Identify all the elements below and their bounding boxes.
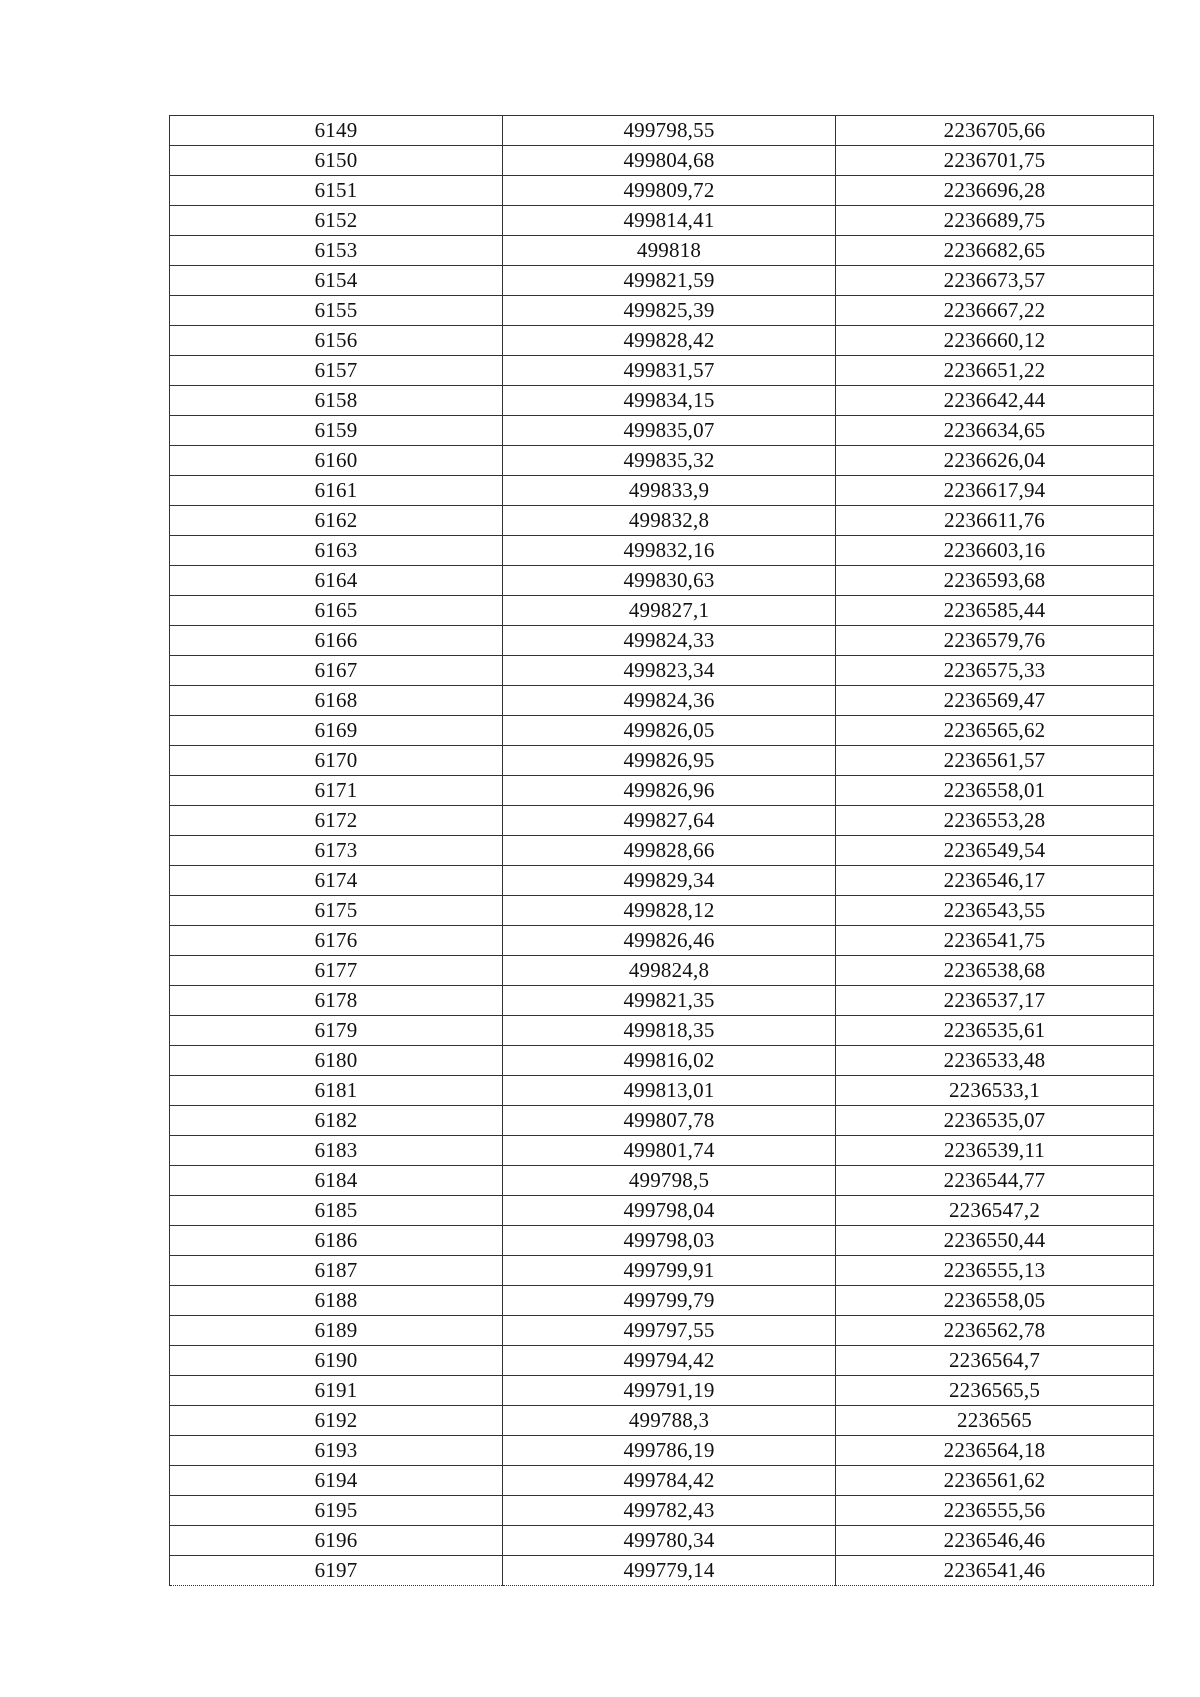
table-row bbox=[170, 1016, 1154, 1046]
y-coordinate-cell: 2236550,44 bbox=[836, 1226, 1154, 1256]
x-coordinate-cell: 499782,43 bbox=[503, 1496, 836, 1526]
x-coordinate-cell: 499818 bbox=[503, 236, 836, 266]
y-coordinate-cell: 2236564,7 bbox=[836, 1346, 1154, 1376]
y-coordinate-cell: 2236626,04 bbox=[836, 446, 1154, 476]
point-number-cell: 6177 bbox=[170, 956, 503, 986]
point-number-cell: 6154 bbox=[170, 266, 503, 296]
y-coordinate-cell: 2236689,75 bbox=[836, 206, 1154, 236]
y-coordinate-cell: 2236539,11 bbox=[836, 1136, 1154, 1166]
point-number-cell: 6151 bbox=[170, 176, 503, 206]
table-row bbox=[170, 446, 1154, 476]
x-coordinate-cell: 499804,68 bbox=[503, 146, 836, 176]
y-coordinate-cell: 2236585,44 bbox=[836, 596, 1154, 626]
y-coordinate-cell: 2236564,18 bbox=[836, 1436, 1154, 1466]
y-coordinate-cell: 2236561,57 bbox=[836, 746, 1154, 776]
x-coordinate-cell: 499797,55 bbox=[503, 1316, 836, 1346]
table-row bbox=[170, 146, 1154, 176]
y-coordinate-cell: 2236696,28 bbox=[836, 176, 1154, 206]
table-row bbox=[170, 686, 1154, 716]
point-number-cell: 6152 bbox=[170, 206, 503, 236]
point-number-cell: 6183 bbox=[170, 1136, 503, 1166]
table-row bbox=[170, 656, 1154, 686]
point-number-cell: 6175 bbox=[170, 896, 503, 926]
x-coordinate-cell: 499798,04 bbox=[503, 1196, 836, 1226]
point-number-cell: 6195 bbox=[170, 1496, 503, 1526]
y-coordinate-cell: 2236544,77 bbox=[836, 1166, 1154, 1196]
table-row bbox=[170, 1496, 1154, 1526]
x-coordinate-cell: 499824,33 bbox=[503, 626, 836, 656]
x-coordinate-cell: 499827,64 bbox=[503, 806, 836, 836]
point-number-cell: 6153 bbox=[170, 236, 503, 266]
table-row bbox=[170, 116, 1154, 146]
y-coordinate-cell: 2236549,54 bbox=[836, 836, 1154, 866]
x-coordinate-cell: 499801,74 bbox=[503, 1136, 836, 1166]
coordinates-table bbox=[169, 115, 1154, 1586]
y-coordinate-cell: 2236541,75 bbox=[836, 926, 1154, 956]
x-coordinate-cell: 499828,66 bbox=[503, 836, 836, 866]
point-number-cell: 6174 bbox=[170, 866, 503, 896]
point-number-cell: 6160 bbox=[170, 446, 503, 476]
point-number-cell: 6185 bbox=[170, 1196, 503, 1226]
y-coordinate-cell: 2236642,44 bbox=[836, 386, 1154, 416]
point-number-cell: 6191 bbox=[170, 1376, 503, 1406]
table-row bbox=[170, 356, 1154, 386]
x-coordinate-cell: 499779,14 bbox=[503, 1556, 836, 1586]
y-coordinate-cell: 2236546,17 bbox=[836, 866, 1154, 896]
table-row bbox=[170, 1346, 1154, 1376]
table-row bbox=[170, 506, 1154, 536]
x-coordinate-cell: 499830,63 bbox=[503, 566, 836, 596]
table-row bbox=[170, 1376, 1154, 1406]
table-row bbox=[170, 1256, 1154, 1286]
table-row bbox=[170, 176, 1154, 206]
point-number-cell: 6192 bbox=[170, 1406, 503, 1436]
point-number-cell: 6164 bbox=[170, 566, 503, 596]
table-row bbox=[170, 536, 1154, 566]
table-row bbox=[170, 206, 1154, 236]
point-number-cell: 6182 bbox=[170, 1106, 503, 1136]
x-coordinate-cell: 499799,91 bbox=[503, 1256, 836, 1286]
y-coordinate-cell: 2236558,05 bbox=[836, 1286, 1154, 1316]
x-coordinate-cell: 499791,19 bbox=[503, 1376, 836, 1406]
point-number-cell: 6155 bbox=[170, 296, 503, 326]
coordinates-table-body bbox=[170, 116, 1154, 1586]
x-coordinate-cell: 499831,57 bbox=[503, 356, 836, 386]
point-number-cell: 6180 bbox=[170, 1046, 503, 1076]
x-coordinate-cell: 499824,36 bbox=[503, 686, 836, 716]
table-row bbox=[170, 1406, 1154, 1436]
table-row bbox=[170, 1526, 1154, 1556]
point-number-cell: 6171 bbox=[170, 776, 503, 806]
table-row bbox=[170, 1076, 1154, 1106]
table-row bbox=[170, 986, 1154, 1016]
y-coordinate-cell: 2236541,46 bbox=[836, 1556, 1154, 1586]
point-number-cell: 6158 bbox=[170, 386, 503, 416]
y-coordinate-cell: 2236667,22 bbox=[836, 296, 1154, 326]
point-number-cell: 6156 bbox=[170, 326, 503, 356]
point-number-cell: 6172 bbox=[170, 806, 503, 836]
x-coordinate-cell: 499835,07 bbox=[503, 416, 836, 446]
x-coordinate-cell: 499834,15 bbox=[503, 386, 836, 416]
point-number-cell: 6194 bbox=[170, 1466, 503, 1496]
y-coordinate-cell: 2236565,62 bbox=[836, 716, 1154, 746]
x-coordinate-cell: 499784,42 bbox=[503, 1466, 836, 1496]
y-coordinate-cell: 2236565 bbox=[836, 1406, 1154, 1436]
y-coordinate-cell: 2236553,28 bbox=[836, 806, 1154, 836]
table-row bbox=[170, 866, 1154, 896]
table-row bbox=[170, 1316, 1154, 1346]
table-row bbox=[170, 476, 1154, 506]
y-coordinate-cell: 2236593,68 bbox=[836, 566, 1154, 596]
point-number-cell: 6168 bbox=[170, 686, 503, 716]
point-number-cell: 6150 bbox=[170, 146, 503, 176]
y-coordinate-cell: 2236535,07 bbox=[836, 1106, 1154, 1136]
x-coordinate-cell: 499823,34 bbox=[503, 656, 836, 686]
y-coordinate-cell: 2236537,17 bbox=[836, 986, 1154, 1016]
point-number-cell: 6173 bbox=[170, 836, 503, 866]
x-coordinate-cell: 499794,42 bbox=[503, 1346, 836, 1376]
y-coordinate-cell: 2236705,66 bbox=[836, 116, 1154, 146]
y-coordinate-cell: 2236701,75 bbox=[836, 146, 1154, 176]
x-coordinate-cell: 499798,03 bbox=[503, 1226, 836, 1256]
table-row bbox=[170, 896, 1154, 926]
table-row bbox=[170, 1166, 1154, 1196]
x-coordinate-cell: 499807,78 bbox=[503, 1106, 836, 1136]
y-coordinate-cell: 2236603,16 bbox=[836, 536, 1154, 566]
point-number-cell: 6181 bbox=[170, 1076, 503, 1106]
table-row bbox=[170, 836, 1154, 866]
point-number-cell: 6163 bbox=[170, 536, 503, 566]
y-coordinate-cell: 2236538,68 bbox=[836, 956, 1154, 986]
x-coordinate-cell: 499821,59 bbox=[503, 266, 836, 296]
y-coordinate-cell: 2236651,22 bbox=[836, 356, 1154, 386]
y-coordinate-cell: 2236558,01 bbox=[836, 776, 1154, 806]
table-row bbox=[170, 296, 1154, 326]
table-row bbox=[170, 266, 1154, 296]
x-coordinate-cell: 499832,8 bbox=[503, 506, 836, 536]
point-number-cell: 6166 bbox=[170, 626, 503, 656]
y-coordinate-cell: 2236565,5 bbox=[836, 1376, 1154, 1406]
y-coordinate-cell: 2236682,65 bbox=[836, 236, 1154, 266]
y-coordinate-cell: 2236673,57 bbox=[836, 266, 1154, 296]
x-coordinate-cell: 499826,05 bbox=[503, 716, 836, 746]
point-number-cell: 6196 bbox=[170, 1526, 503, 1556]
y-coordinate-cell: 2236543,55 bbox=[836, 896, 1154, 926]
table-row bbox=[170, 956, 1154, 986]
y-coordinate-cell: 2236535,61 bbox=[836, 1016, 1154, 1046]
point-number-cell: 6197 bbox=[170, 1556, 503, 1586]
table-row bbox=[170, 626, 1154, 656]
x-coordinate-cell: 499829,34 bbox=[503, 866, 836, 896]
x-coordinate-cell: 499835,32 bbox=[503, 446, 836, 476]
x-coordinate-cell: 499827,1 bbox=[503, 596, 836, 626]
x-coordinate-cell: 499813,01 bbox=[503, 1076, 836, 1106]
x-coordinate-cell: 499832,16 bbox=[503, 536, 836, 566]
y-coordinate-cell: 2236579,76 bbox=[836, 626, 1154, 656]
x-coordinate-cell: 499828,12 bbox=[503, 896, 836, 926]
table-row bbox=[170, 1046, 1154, 1076]
y-coordinate-cell: 2236555,56 bbox=[836, 1496, 1154, 1526]
y-coordinate-cell: 2236660,12 bbox=[836, 326, 1154, 356]
table-row bbox=[170, 1286, 1154, 1316]
y-coordinate-cell: 2236533,1 bbox=[836, 1076, 1154, 1106]
table-row bbox=[170, 326, 1154, 356]
x-coordinate-cell: 499809,72 bbox=[503, 176, 836, 206]
x-coordinate-cell: 499814,41 bbox=[503, 206, 836, 236]
table-row bbox=[170, 806, 1154, 836]
table-row bbox=[170, 776, 1154, 806]
x-coordinate-cell: 499780,34 bbox=[503, 1526, 836, 1556]
table-row bbox=[170, 1106, 1154, 1136]
y-coordinate-cell: 2236634,65 bbox=[836, 416, 1154, 446]
x-coordinate-cell: 499821,35 bbox=[503, 986, 836, 1016]
point-number-cell: 6193 bbox=[170, 1436, 503, 1466]
table-row bbox=[170, 716, 1154, 746]
point-number-cell: 6190 bbox=[170, 1346, 503, 1376]
y-coordinate-cell: 2236569,47 bbox=[836, 686, 1154, 716]
x-coordinate-cell: 499788,3 bbox=[503, 1406, 836, 1436]
x-coordinate-cell: 499828,42 bbox=[503, 326, 836, 356]
table-row bbox=[170, 746, 1154, 776]
x-coordinate-cell: 499798,55 bbox=[503, 116, 836, 146]
table-row bbox=[170, 1466, 1154, 1496]
point-number-cell: 6165 bbox=[170, 596, 503, 626]
x-coordinate-cell: 499816,02 bbox=[503, 1046, 836, 1076]
point-number-cell: 6159 bbox=[170, 416, 503, 446]
y-coordinate-cell: 2236575,33 bbox=[836, 656, 1154, 686]
x-coordinate-cell: 499799,79 bbox=[503, 1286, 836, 1316]
point-number-cell: 6188 bbox=[170, 1286, 503, 1316]
y-coordinate-cell: 2236546,46 bbox=[836, 1526, 1154, 1556]
x-coordinate-cell: 499825,39 bbox=[503, 296, 836, 326]
x-coordinate-cell: 499826,95 bbox=[503, 746, 836, 776]
x-coordinate-cell: 499798,5 bbox=[503, 1166, 836, 1196]
point-number-cell: 6176 bbox=[170, 926, 503, 956]
point-number-cell: 6157 bbox=[170, 356, 503, 386]
point-number-cell: 6186 bbox=[170, 1226, 503, 1256]
point-number-cell: 6170 bbox=[170, 746, 503, 776]
table-row bbox=[170, 596, 1154, 626]
point-number-cell: 6178 bbox=[170, 986, 503, 1016]
table-row bbox=[170, 1436, 1154, 1466]
x-coordinate-cell: 499826,96 bbox=[503, 776, 836, 806]
table-row bbox=[170, 236, 1154, 266]
table-row bbox=[170, 566, 1154, 596]
point-number-cell: 6184 bbox=[170, 1166, 503, 1196]
point-number-cell: 6149 bbox=[170, 116, 503, 146]
y-coordinate-cell: 2236617,94 bbox=[836, 476, 1154, 506]
point-number-cell: 6189 bbox=[170, 1316, 503, 1346]
x-coordinate-cell: 499824,8 bbox=[503, 956, 836, 986]
y-coordinate-cell: 2236555,13 bbox=[836, 1256, 1154, 1286]
y-coordinate-cell: 2236562,78 bbox=[836, 1316, 1154, 1346]
y-coordinate-cell: 2236561,62 bbox=[836, 1466, 1154, 1496]
y-coordinate-cell: 2236533,48 bbox=[836, 1046, 1154, 1076]
y-coordinate-cell: 2236611,76 bbox=[836, 506, 1154, 536]
point-number-cell: 6162 bbox=[170, 506, 503, 536]
table-row bbox=[170, 926, 1154, 956]
table-row bbox=[170, 1556, 1154, 1586]
point-number-cell: 6167 bbox=[170, 656, 503, 686]
table-row bbox=[170, 1226, 1154, 1256]
table-row bbox=[170, 416, 1154, 446]
x-coordinate-cell: 499826,46 bbox=[503, 926, 836, 956]
point-number-cell: 6169 bbox=[170, 716, 503, 746]
table-row bbox=[170, 386, 1154, 416]
y-coordinate-cell: 2236547,2 bbox=[836, 1196, 1154, 1226]
table-row bbox=[170, 1136, 1154, 1166]
point-number-cell: 6179 bbox=[170, 1016, 503, 1046]
x-coordinate-cell: 499833,9 bbox=[503, 476, 836, 506]
x-coordinate-cell: 499818,35 bbox=[503, 1016, 836, 1046]
x-coordinate-cell: 499786,19 bbox=[503, 1436, 836, 1466]
point-number-cell: 6187 bbox=[170, 1256, 503, 1286]
table-row bbox=[170, 1196, 1154, 1226]
point-number-cell: 6161 bbox=[170, 476, 503, 506]
